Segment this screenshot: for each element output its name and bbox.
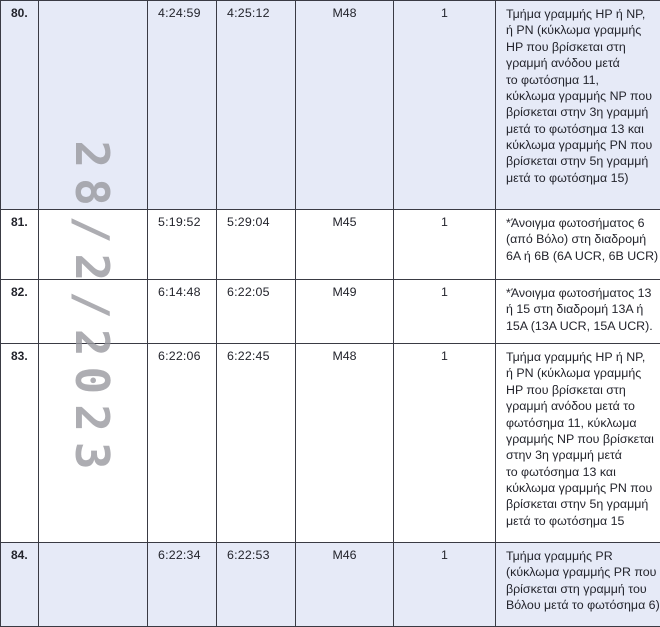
description-line: γραμμής ΝΡ που βρίσκεται [506, 431, 654, 447]
table-row [1, 344, 660, 543]
description-line: το φωτόσημα 11, [506, 72, 654, 88]
description-line: βρίσκεται στη γραμμή του [506, 581, 654, 597]
event-count: 1 [394, 210, 496, 280]
end-time: 4:25:12 [217, 1, 296, 210]
table-row [1, 543, 660, 627]
row-number: 81. [1, 210, 39, 280]
description-line: ή ΡΝ (κύκλωμα γραμμής [506, 365, 654, 381]
description-line: μετά το φωτόσημα 13 και [506, 121, 654, 137]
description-line: βρίσκεται στην 5η γραμμή [506, 153, 654, 169]
start-time: 6:22:34 [148, 543, 217, 627]
event-description [496, 1, 660, 210]
start-time: 4:24:59 [148, 1, 217, 210]
description-line: μετά το φωτόσημα 15 [506, 513, 654, 529]
description-line: γραμμή ανόδου μετά το [506, 398, 654, 414]
description-line: γραμμή ανόδου μετά [506, 55, 654, 71]
table-row [1, 1, 660, 210]
description-line: βρίσκεται στην 3η γραμμή [506, 104, 654, 120]
event-code: M45 [296, 210, 394, 280]
event-count: 1 [394, 543, 496, 627]
start-time: 5:19:52 [148, 210, 217, 280]
blank-cell [39, 280, 148, 344]
event-count: 1 [394, 1, 496, 210]
blank-cell [39, 210, 148, 280]
end-time: 6:22:05 [217, 280, 296, 344]
end-time: 6:22:45 [217, 344, 296, 543]
description-line: Τμήμα γραμμής ΗΡ ή ΝΡ, [506, 6, 654, 22]
description-line: βρίσκεται στην 5η γραμμή [506, 496, 654, 512]
description-line: Τμήμα γραμμής PR [506, 548, 654, 564]
blank-cell [39, 1, 148, 210]
end-time: 5:29:04 [217, 210, 296, 280]
event-description [496, 280, 660, 344]
event-count: 1 [394, 280, 496, 344]
description-line: 6A ή 6B (6A UCR, 6B UCR) [506, 248, 654, 264]
event-count: 1 [394, 344, 496, 543]
event-code: M48 [296, 1, 394, 210]
blank-cell [39, 344, 148, 543]
row-number: 83. [1, 344, 39, 543]
description-line: ΗΡ που βρίσκεται στη [506, 39, 654, 55]
description-line: (κύκλωμα γραμμής PR που [506, 564, 654, 580]
description-line: 15A (13A UCR, 15A UCR). [506, 318, 654, 334]
description-line: το φωτόσημα 13 και [506, 464, 654, 480]
table-row [1, 210, 660, 280]
blank-cell [39, 543, 148, 627]
description-line: *Άνοιγμα φωτοσήματος 6 [506, 215, 654, 231]
date-stamp-text: 28/2/2023 [65, 140, 119, 479]
description-line: Βόλου μετά το φωτόσημα 6) [506, 597, 654, 613]
event-description [496, 543, 660, 627]
row-number: 84. [1, 543, 39, 627]
row-number: 82. [1, 280, 39, 344]
description-line: (από Βόλο) στη διαδρομή [506, 231, 654, 247]
description-line: *Άνοιγμα φωτοσήματος 13 [506, 285, 654, 301]
description-line: μετά το φωτόσημα 15) [506, 170, 654, 186]
row-number: 80. [1, 1, 39, 210]
description-line: κύκλωμα γραμμής ΡΝ που [506, 137, 654, 153]
description-line: ΗΡ που βρίσκεται στη [506, 382, 654, 398]
description-line: ή 15 στη διαδρομή 13A ή [506, 301, 654, 317]
table-body [1, 1, 660, 627]
description-line: κύκλωμα γραμμής ΡΝ που [506, 480, 654, 496]
description-line: Τμήμα γραμμής ΗΡ ή ΝΡ, [506, 349, 654, 365]
start-time: 6:14:48 [148, 280, 217, 344]
event-code: M46 [296, 543, 394, 627]
event-code: M48 [296, 344, 394, 543]
description-line: ή ΡΝ (κύκλωμα γραμμής [506, 22, 654, 38]
description-line: φωτόσημα 11, κύκλωμα [506, 415, 654, 431]
event-code: M49 [296, 280, 394, 344]
end-time: 6:22:53 [217, 543, 296, 627]
event-description [496, 344, 660, 543]
table-row [1, 280, 660, 344]
event-description [496, 210, 660, 280]
description-line: κύκλωμα γραμμής ΝΡ που [506, 88, 654, 104]
description-line: στην 3η γραμμή μετά [506, 447, 654, 463]
start-time: 6:22:06 [148, 344, 217, 543]
